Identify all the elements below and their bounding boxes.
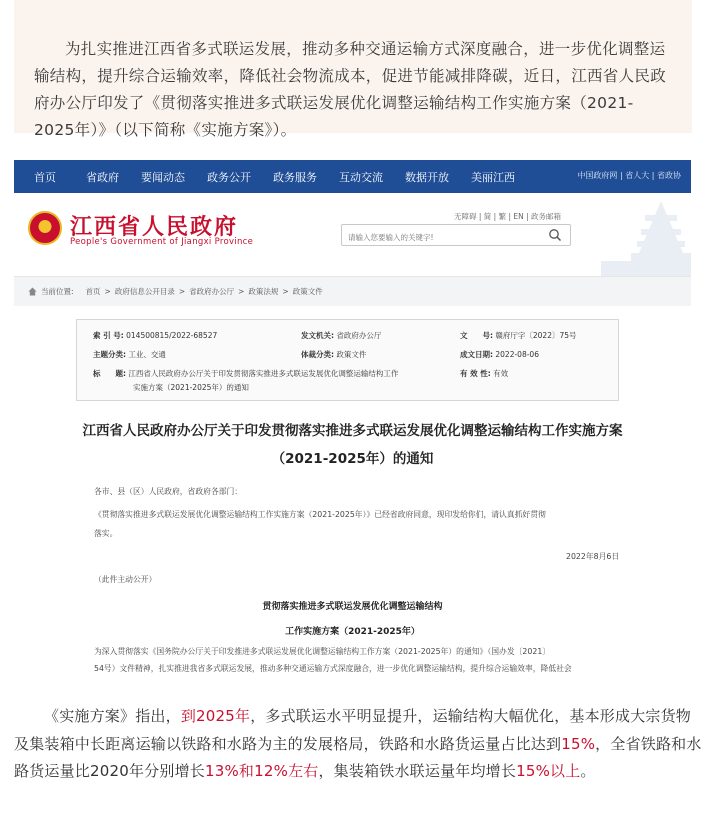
nav-external-links[interactable]: 中国政府网 | 省人大 | 省政协 [577,171,681,180]
summary-text: 。 [580,762,596,780]
meta-title-value: 江西省人民政府办公厅关于印发贯彻落实推进多式联运发展优化调整运输结构工作 [128,369,399,378]
breadcrumb-item[interactable]: 政策法规 [248,287,279,296]
search-icon[interactable] [548,228,562,242]
doc-para-line: 为深入贯彻落实《国务院办公厅关于印发推进多式联运发展优化调整运输结构工作方案（2021-2025年）的通知》（国办发〔2021〕 [94,647,551,656]
plan-title: 贯彻落实推进多式联运发展优化调整运输结构 [262,602,443,612]
embedded-screenshot [14,160,691,677]
document-title: 江西省人民政府办公厅关于印发贯彻落实推进多式联运发展优化调整运输结构工作实施方案 [82,423,623,439]
meta-date-label: 成文日期: [460,350,493,359]
doc-public-note: （此件主动公开） [94,575,157,584]
summary-paragraph [14,703,704,786]
summary-highlight: 到2025年 [180,707,251,725]
intro-block [14,0,692,139]
meta-index-label: 索 引 号: [93,331,124,340]
breadcrumb-label: 当前位置: [41,287,74,296]
meta-date-value: 2022-08-06 [495,350,539,359]
search-box [341,224,571,246]
breadcrumb-item[interactable]: 政策文件 [292,287,323,296]
meta-title-label: 标 题: [93,369,126,378]
plan-title-cont: 工作实施方案（2021-2025年） [285,627,420,637]
nav-item-interact[interactable]: 互动交流 [339,170,383,184]
site-name[interactable]: 江西省人民政府 [70,215,239,240]
breadcrumb-item[interactable]: 首页 [85,287,101,296]
breadcrumb-item[interactable]: 省政府办公厅 [189,287,235,296]
meta-type-value: 政策文件 [336,350,367,359]
summary-highlight: 13%和12%左右 [204,762,319,780]
document-title-cont: （2021-2025年）的通知 [271,451,434,467]
meta-index-value: 014500815/2022-68527 [126,331,218,340]
nav-item-news[interactable]: 要闻动态 [141,170,185,184]
doc-body-line: 落实。 [94,529,118,538]
nav-item-service[interactable]: 政务服务 [273,170,317,184]
nav-item-gov[interactable]: 省政府 [86,170,119,184]
summary-text: ，多式联运水平明显提升，运输结构大幅优化，基本形成大宗货物及集装箱中长距离运输以铁路和水路为主的发展格局，铁路和水路货运量占比达到 [14,707,691,753]
nav-item-jiangxi[interactable]: 美丽江西 [471,170,515,184]
location-icon [28,287,37,296]
site-name-en: People's Government of Jiangxi Province [70,237,254,247]
intro-paragraph: 为扎实推进江西省多式联运发展，推动多种交通运输方式深度融合，进一步优化调整运输结构，提升综合运输效率，降低社会物流成本，促进节能减排降碳，近日，江西省人民政府办公厅印发了《贯彻落实推进多式联运发展优化调整运输结构工作实施方案（2021-2025年）》（以下简称《实施方案》）。 [34,40,667,139]
summary-text: ，全省铁路和水路货运量比2020年分别增长 [14,734,702,780]
meta-validity-label: 有 效 性: [460,369,491,378]
nav-item-home[interactable]: 首页 [34,170,56,184]
nav-item-data[interactable]: 数据开放 [405,170,449,184]
breadcrumb: 当前位置: 首页 > 政府信息公开目录 > 省政府办公厅 > 政策法规 > 政策文件 [14,276,691,306]
meta-issuer-value: 省政府办公厅 [336,331,382,340]
document-meta-table [76,319,619,401]
pavilion-skyline-icon [581,193,691,276]
doc-addressee: 各市、县（区）人民政府，省政府各部门： [94,487,243,496]
meta-title-value-cont: 实施方案（2021-2025年）的通知 [133,383,249,392]
breadcrumb-item[interactable]: 政府信息公开目录 [114,287,175,296]
meta-docno-value: 赣府厅字〔2022〕75号 [495,331,577,340]
meta-topic-value: 工业、交通 [128,350,166,359]
national-emblem-icon [28,211,62,245]
doc-date: 2022年8月6日 [566,552,620,561]
top-nav [14,160,691,193]
summary-highlight: 15%以上 [516,762,581,780]
utility-links[interactable]: 无障碍 | 简 | 繁 | EN | 政务邮箱 [454,212,562,221]
doc-para-line: 54号）文件精神，扎实推进我省多式联运发展，推动多种交通运输方式深度融合，进一步优化调整运输结构，提升综合运输效率，降低社会 [94,664,572,673]
meta-validity-value: 有效 [493,369,509,378]
nav-item-open[interactable]: 政务公开 [207,170,251,184]
summary-text: ，集装箱铁水联运量年均增长 [318,762,517,780]
summary-text: 《实施方案》指出， [44,707,181,725]
meta-docno-label: 文 号: [460,331,493,340]
meta-type-label: 体裁分类: [301,350,334,359]
summary-highlight: 15% [561,734,596,753]
meta-topic-label: 主题分类: [93,350,126,359]
search-input[interactable] [342,228,532,248]
doc-body-line: 《贯彻落实推进多式联运发展优化调整运输结构工作实施方案（2021-2025年）》已经省政府同意，现印发给你们，请认真抓好贯彻 [94,510,546,519]
meta-issuer-label: 发文机关: [301,331,334,340]
site-header [14,193,691,276]
